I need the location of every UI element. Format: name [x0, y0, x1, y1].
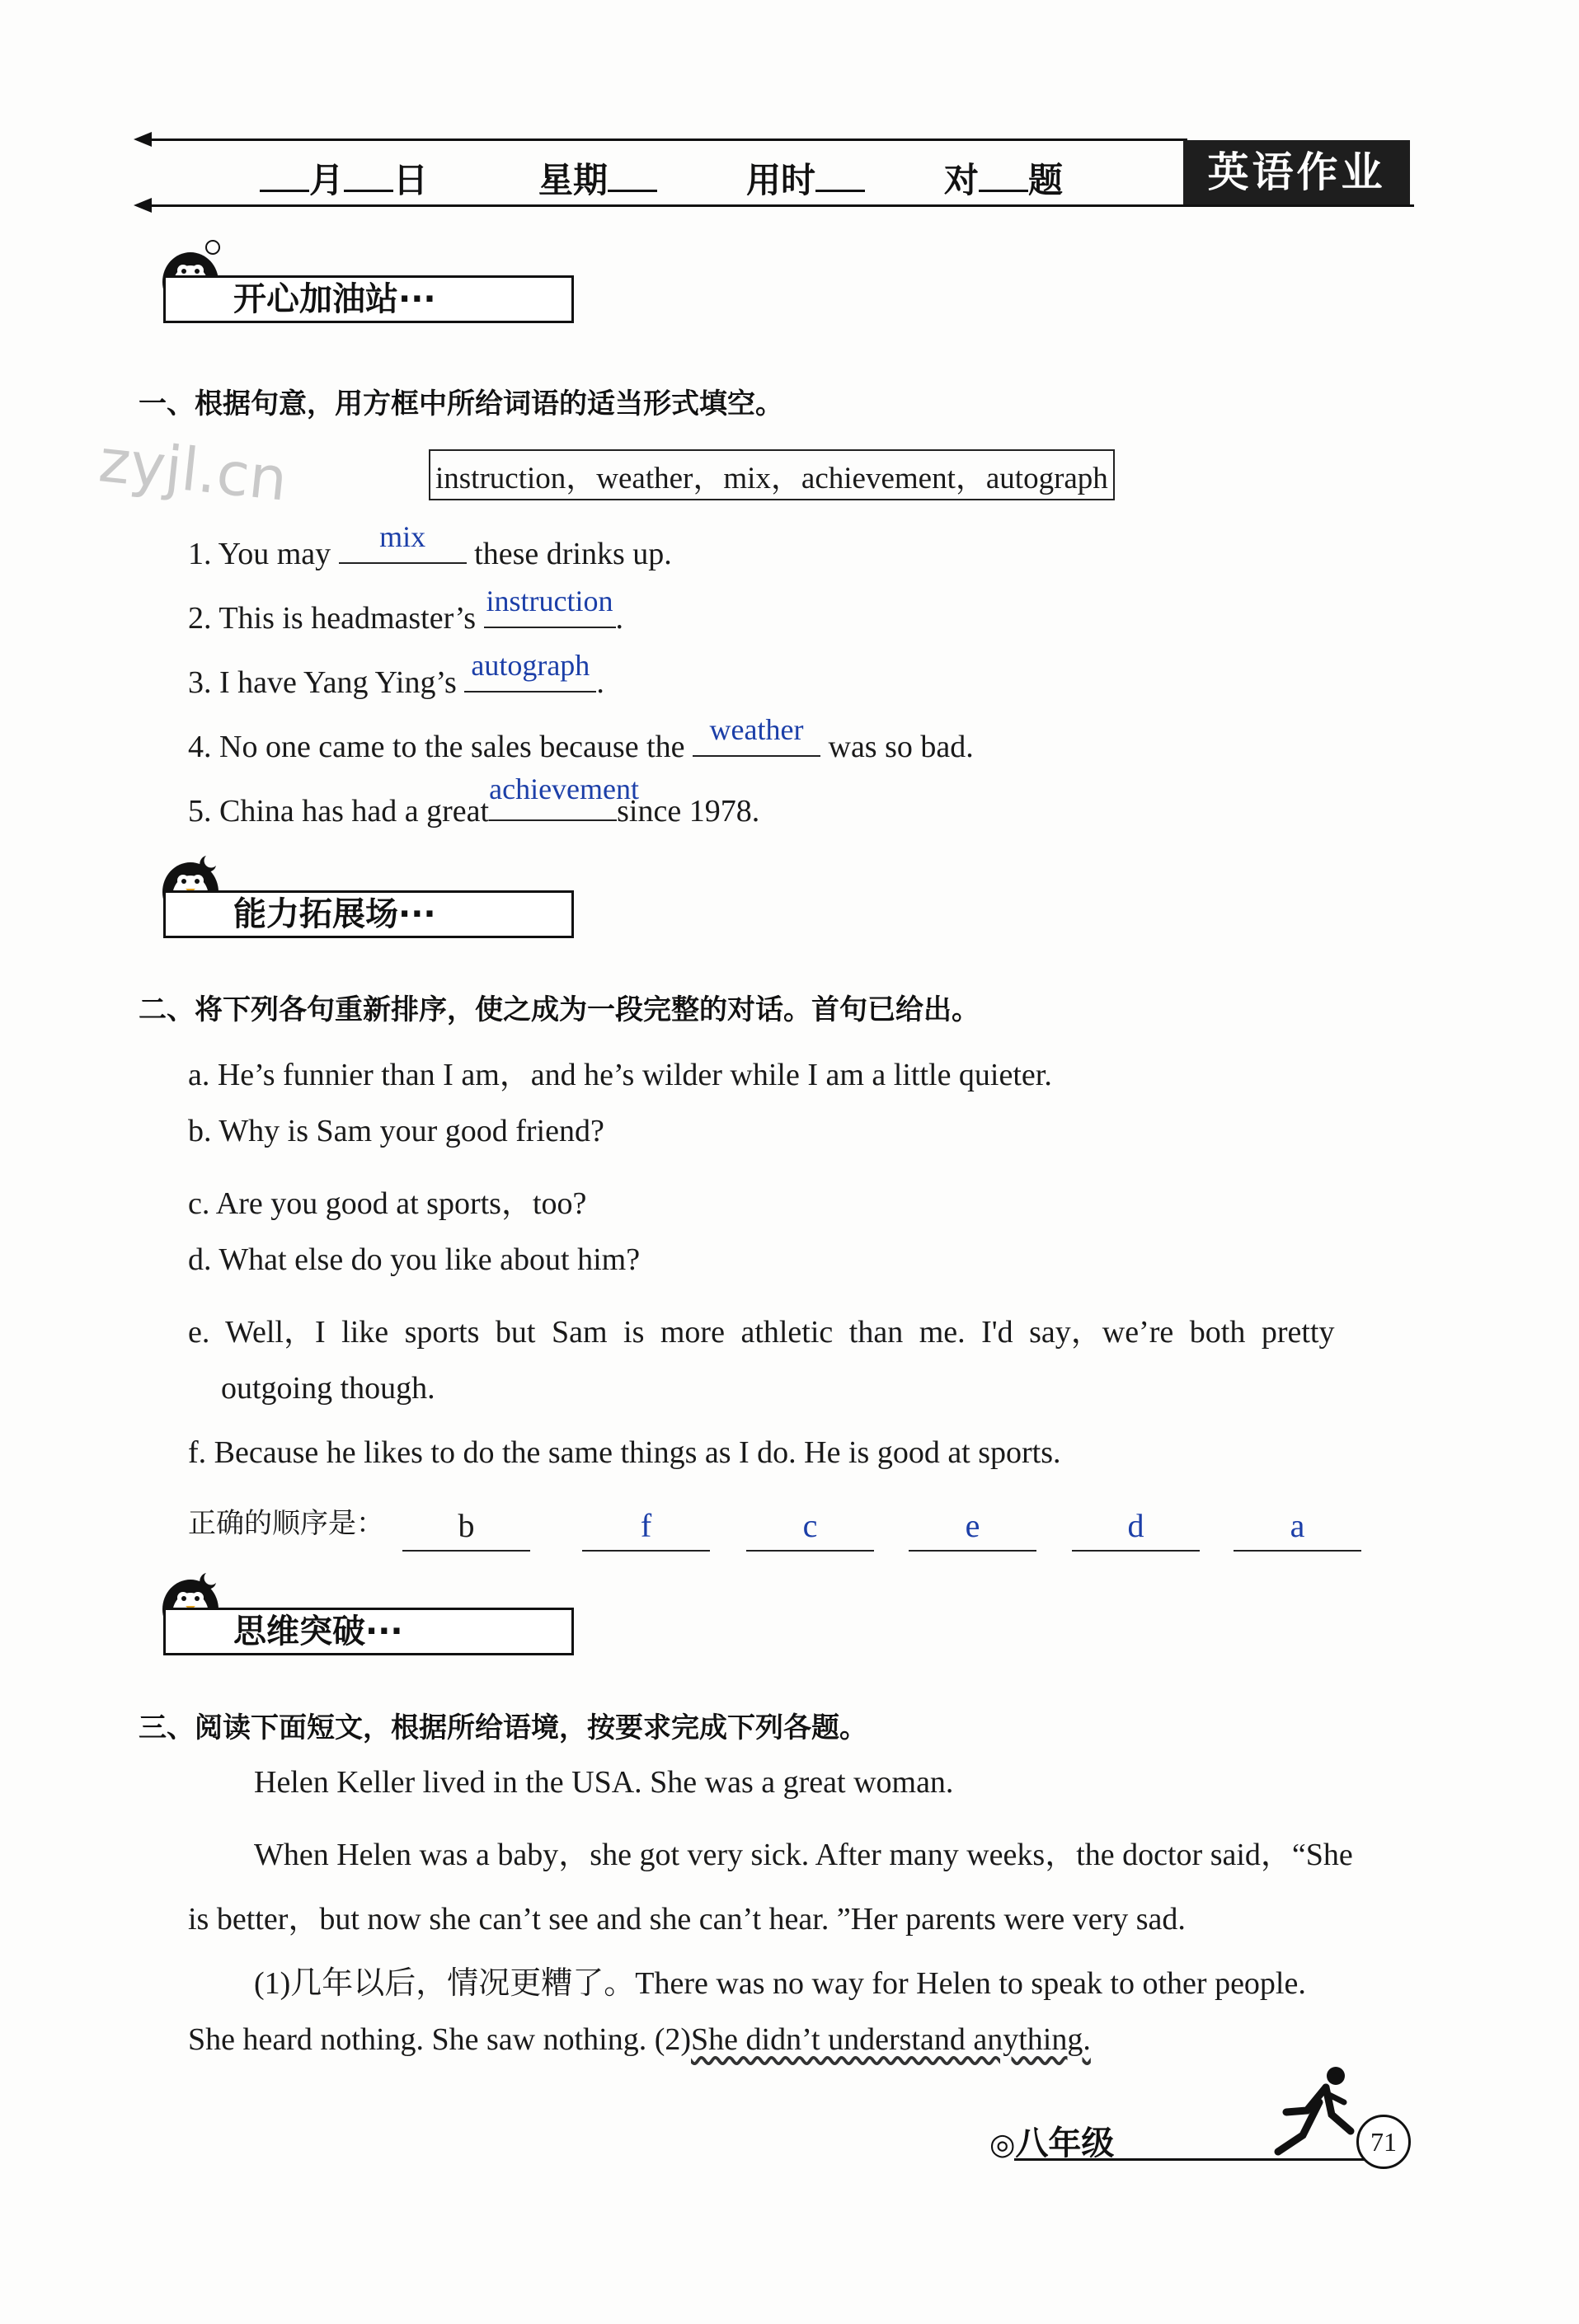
q3-text-end: . [596, 665, 604, 700]
order-blank-5[interactable] [1072, 1509, 1200, 1552]
passage-p1: Helen Keller lived in the USA. She was a great woman. [254, 1765, 954, 1800]
q4-text-end: was so bad. [820, 730, 974, 764]
q5-text-end: since 1978. [617, 794, 760, 829]
order-answer-3: c [802, 1507, 818, 1544]
order-blank-6[interactable] [1234, 1509, 1361, 1552]
weekday-blank[interactable] [608, 162, 657, 192]
questions-label: 题 [1028, 160, 1064, 200]
correct-label: 对 [944, 160, 980, 200]
part1-heading: 一、根据句意，用方框中所给词语的适当形式填空。 [139, 387, 783, 420]
q5-answer: achievement [489, 772, 640, 805]
month-label: 月 [309, 160, 345, 200]
header-score [944, 153, 1063, 203]
q1-answer-blank[interactable] [339, 520, 467, 564]
runner-icon [1270, 2061, 1360, 2160]
passage-p3-text: She heard nothing. She saw nothing. (2) [188, 2022, 692, 2057]
q2-answer: instruction [486, 585, 613, 617]
part2-d: d. What else do you like about him? [188, 1242, 641, 1277]
part1-q5 [188, 772, 760, 829]
q1-text-end: these drinks up. [466, 537, 672, 571]
q5-answer-blank[interactable] [489, 772, 640, 821]
part2-c: c. Are you good at sports，too? [188, 1186, 587, 1221]
q1-text: 1. You may [188, 537, 339, 571]
page-title: 英语作业 [1183, 140, 1410, 204]
part1-q4 [188, 713, 974, 765]
part3-heading: 三、阅读下面短文，根据所给语境，按要求完成下列各题。 [139, 1711, 867, 1744]
q4-answer: weather [709, 713, 804, 746]
section-title-3: 思维突破··· [233, 1613, 403, 1650]
passage-p2-line2: is better，but now she can’t see and she can’t hear. ”Her parents were very sad. [188, 1902, 1186, 1937]
wavy-underlined-sentence: She didn’t understand anything. [691, 2022, 1091, 2057]
order-blank-4[interactable] [909, 1509, 1036, 1552]
section-title-1: 开心加油站··· [233, 280, 436, 318]
q4-text: 4. No one came to the sales because the [188, 730, 693, 764]
header-rule-bottom [140, 204, 1414, 207]
header-weekday [538, 153, 657, 203]
weekday-label: 星期 [538, 160, 609, 200]
month-blank[interactable] [260, 162, 309, 192]
order-answer-5: d [1127, 1507, 1144, 1544]
q2-text: 2. This is headmaster’s [188, 601, 484, 636]
page-number: 71 [1356, 2115, 1411, 2169]
word-box: instruction，weather，mix，achievement，autograph [429, 449, 1115, 500]
order-answer-1: b [458, 1507, 475, 1544]
part1-q3 [188, 649, 604, 701]
q3-answer-blank[interactable] [464, 649, 596, 693]
part2-e-line2: outgoing though. [221, 1371, 435, 1406]
grade-text: 八年级 [1015, 2124, 1115, 2162]
section-title-2: 能力拓展场··· [233, 895, 436, 933]
order-blank-1[interactable] [402, 1509, 530, 1552]
order-blank-3[interactable] [746, 1509, 874, 1552]
header-date [260, 153, 428, 203]
passage-p2-line1: When Helen was a baby，she got very sick. After many weeks，the doctor said，“She [254, 1838, 1353, 1872]
q2-text-end: . [615, 601, 623, 636]
q1-answer: mix [379, 520, 426, 553]
header-time [746, 153, 865, 203]
time-label: 用时 [746, 160, 816, 200]
order-blank-2[interactable] [582, 1509, 710, 1552]
section-banner-3 [163, 1608, 574, 1655]
q2-answer-blank[interactable] [484, 585, 616, 628]
time-blank[interactable] [815, 162, 865, 192]
part2-b: b. Why is Sam your good friend? [188, 1114, 604, 1148]
passage-p3-line2 [188, 2021, 1091, 2058]
order-label: 正确的顺序是： [188, 1507, 384, 1540]
correct-blank[interactable] [979, 162, 1028, 192]
section-banner-1 [163, 275, 574, 323]
q3-text: 3. I have Yang Ying’s [188, 665, 465, 700]
order-answer-2: f [640, 1507, 652, 1544]
grade-label [989, 2117, 1114, 2164]
watermark: zyjl.cn [96, 425, 291, 514]
part2-e-line1: e. Well，I like sports but Sam is more athletic than me. I'd say，we’re both pretty [188, 1315, 1335, 1350]
spiral-icon: ◎ [989, 2128, 1016, 2162]
part2-a: a. He’s funnier than I am，and he’s wilder while I am a little quieter. [188, 1058, 1052, 1092]
q5-text: 5. China has had a great [188, 794, 490, 829]
passage-p3-line1: (1)几年以后，情况更糟了。There was no way for Helen to speak to other people. [254, 1966, 1306, 2001]
part2-f: f. Because he likes to do the same things as I do. He is good at sports. [188, 1435, 1061, 1470]
day-blank[interactable] [344, 162, 393, 192]
order-answer-4: e [965, 1507, 980, 1544]
q4-answer-blank[interactable] [693, 713, 820, 757]
section-banner-2 [163, 890, 574, 938]
part2-heading: 二、将下列各句重新排序，使之成为一段完整的对话。首句已给出。 [139, 993, 980, 1026]
part1-q1 [188, 520, 672, 572]
part1-q2 [188, 585, 623, 636]
header-rule-top [140, 139, 1187, 141]
day-label: 日 [393, 160, 429, 200]
order-answer-6: a [1290, 1507, 1305, 1544]
q3-answer: autograph [471, 649, 590, 682]
